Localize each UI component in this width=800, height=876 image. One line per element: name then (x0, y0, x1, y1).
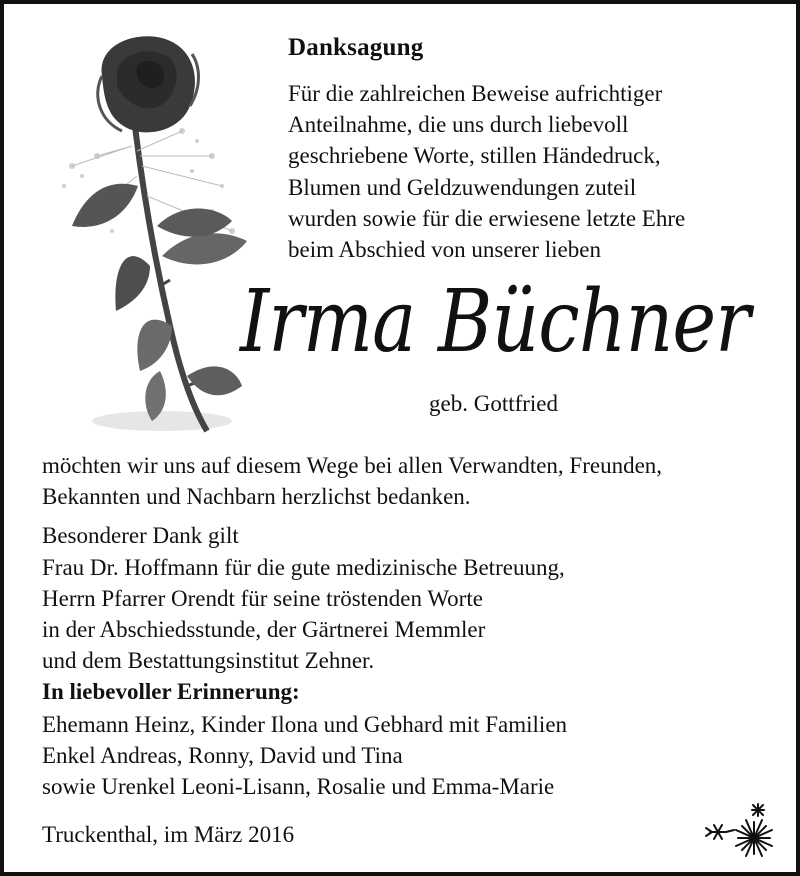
thanks-line: möchten wir uns auf diesem Wege bei allen Verwandten, Freunden, (42, 453, 663, 478)
intro-line: geschriebene Worte, stillen Händedruck, (288, 143, 661, 169)
intro-line: Für die zahlreichen Beweise aufrichtiger (288, 81, 663, 106)
maiden-name: geb. Gottfried (429, 391, 559, 416)
intro-line: Anteilnahme, die uns durch liebevoll (288, 112, 629, 138)
family-line: Ehemann Heinz, Kinder Ilona und Gebhard mit Familien (42, 712, 568, 737)
floral-ornament-icon (702, 800, 776, 864)
family-list (42, 709, 567, 803)
special-thanks-line: Besonderer Dank gilt (42, 523, 239, 549)
intro-line: Blumen und Geldzuwendungen zuteil (288, 174, 637, 200)
rose-illustration (42, 26, 292, 440)
place-date: Truckenthal, im März 2016 (42, 822, 295, 847)
closing-heading: In liebevoller Erinnerung: (42, 679, 300, 704)
thanks-line: Bekannten und Nachbarn herzlichst bedanken. (42, 484, 471, 510)
notice-heading: Danksagung (288, 34, 424, 61)
special-thanks-line: in der Abschiedsstunde, der Gärtnerei Memmler (42, 617, 486, 643)
intro-line: beim Abschied von unserer lieben (288, 237, 601, 263)
special-thanks-line: Frau Dr. Hoffmann für die gute medizinische Betreuung, (42, 554, 565, 580)
family-line: Enkel Andreas, Ronny, David und Tina (42, 743, 403, 769)
thanks-paragraph (42, 450, 662, 676)
special-thanks-line: Herrn Pfarrer Orendt für seine tröstenden Worte (42, 585, 483, 611)
intro-paragraph (288, 78, 685, 265)
family-line: sowie Urenkel Leoni-Lisann, Rosalie und Emma-Marie (42, 774, 555, 800)
deceased-name: Irma Büchner (240, 272, 750, 372)
intro-line: wurden sowie für die erwiesene letzte Ehre (288, 205, 686, 231)
special-thanks-line: und dem Bestattungsinstitut Zehner. (42, 648, 375, 674)
